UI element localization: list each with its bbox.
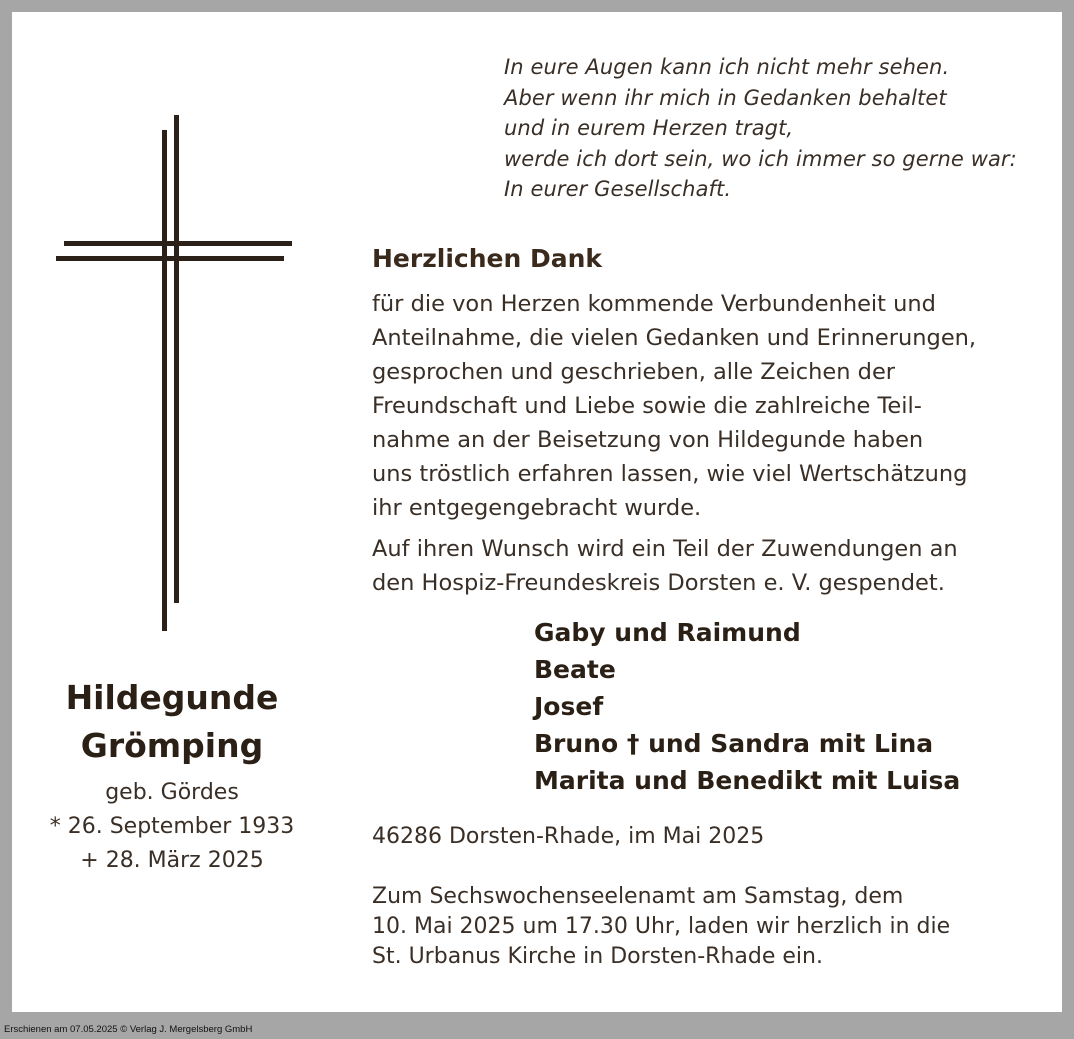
deceased-last-name: Grömping [80, 726, 264, 765]
cross-horizontal-bottom [56, 256, 284, 261]
poem-line: Aber wenn ihr mich in Gedanken behaltet [504, 85, 947, 110]
cross-vertical-left [162, 130, 167, 631]
thanks-line: Anteilnahme, die vielen Gedanken und Erinnerungen, [372, 325, 977, 351]
thanks-heading: Herzlichen Dank [372, 244, 603, 273]
deceased-first-name: Hildegunde [65, 678, 279, 717]
family-member: Gaby und Raimund [534, 618, 801, 647]
family-member: Josef [534, 692, 604, 721]
poem [504, 52, 1017, 205]
obituary-card [12, 12, 1062, 1012]
service-line: St. Urbanus Kirche in Dorsten-Rhade ein. [372, 944, 823, 969]
poem-line: werde ich dort sein, wo ich immer so gerne war: [504, 146, 1017, 171]
double-line-cross-icon [56, 115, 292, 631]
wish-line: den Hospiz-Freundeskreis Dorsten e. V. gespendet. [372, 570, 945, 596]
deceased-info [32, 674, 312, 878]
thanks-line: gesprochen und geschrieben, alle Zeichen der [372, 359, 896, 385]
poem-line: In eure Augen kann ich nicht mehr sehen. [504, 55, 950, 79]
family-member: Bruno † und Sandra mit Lina [534, 729, 934, 758]
thanks-line: uns tröstlich erfahren lassen, wie viel Wertschätzung [372, 461, 968, 487]
place-date: 46286 Dorsten-Rhade, im Mai 2025 [372, 824, 765, 849]
poem-line: und in eurem Herzen tragt, [504, 116, 794, 140]
death-date: + 28. März 2025 [80, 848, 264, 873]
cross-horizontal-top [64, 241, 292, 246]
cross-vertical-right [174, 115, 179, 603]
publication-footer: Erschienen am 07.05.2025 © Verlag J. Mergelsberg GmbH [4, 1024, 253, 1035]
maiden-name: geb. Gördes [105, 780, 239, 805]
thanks-line: Freundschaft und Liebe sowie die zahlreiche Teil- [372, 393, 922, 419]
thanks-line: nahme an der Beisetzung von Hildegunde haben [372, 427, 924, 453]
family-member: Marita und Benedikt mit Luisa [534, 766, 961, 795]
birth-date: * 26. September 1933 [49, 814, 295, 839]
poem-line: In eurer Gesellschaft. [504, 177, 732, 201]
wish-line: Auf ihren Wunsch wird ein Teil der Zuwendungen an [372, 536, 958, 562]
family-signatures [534, 614, 960, 799]
family-member: Beate [534, 655, 616, 684]
service-line: Zum Sechswochenseelenamt am Samstag, dem [372, 884, 904, 909]
thanks-line: für die von Herzen kommende Verbundenheit und [372, 291, 936, 317]
donation-wish [372, 532, 958, 600]
thanks-text [372, 287, 976, 525]
thanks-line: ihr entgegengebracht wurde. [372, 495, 702, 521]
memorial-service-notice [372, 882, 950, 972]
service-line: 10. Mai 2025 um 17.30 Uhr, laden wir herzlich in die [372, 914, 951, 939]
